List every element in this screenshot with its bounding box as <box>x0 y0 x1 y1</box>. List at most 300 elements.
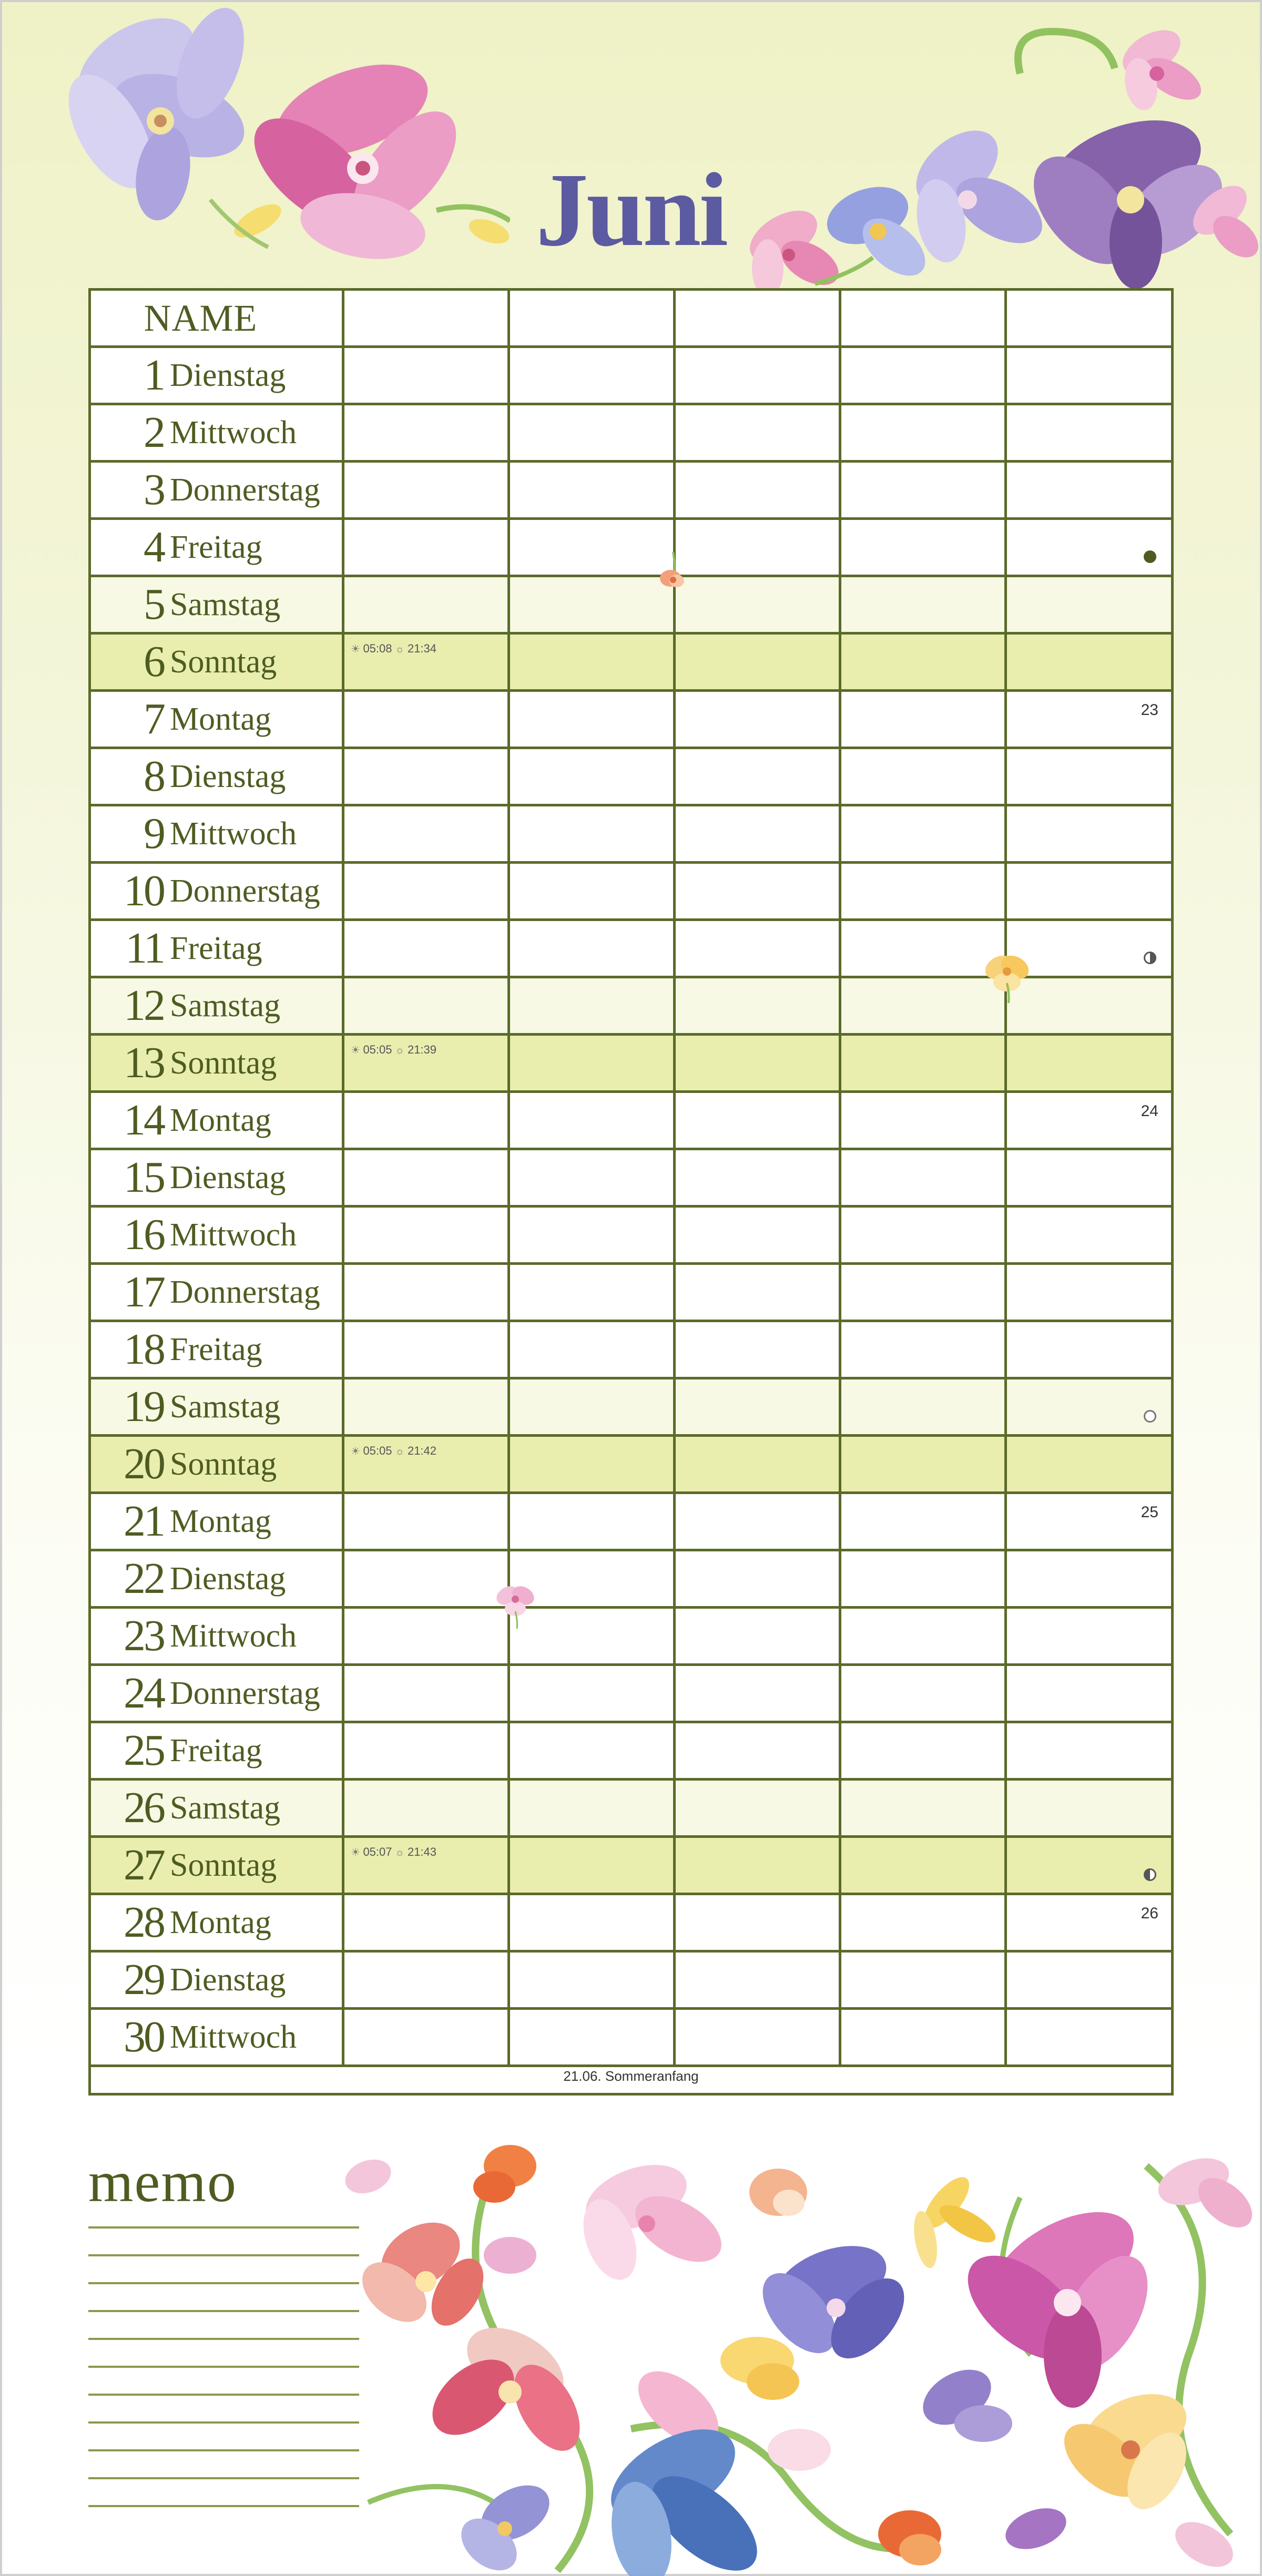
week-number: 23 <box>1141 701 1158 719</box>
weekday-name: Donnerstag <box>170 873 320 909</box>
entry-cell[interactable] <box>841 692 1007 747</box>
entry-cell[interactable] <box>510 1036 676 1090</box>
entry-cell[interactable] <box>676 749 841 804</box>
entry-cell[interactable] <box>841 1551 1007 1606</box>
entry-cell[interactable] <box>841 1666 1007 1721</box>
memo-line[interactable] <box>88 2310 359 2312</box>
day-row <box>91 1093 1171 1150</box>
weekday-name: Mittwoch <box>170 1618 297 1654</box>
entry-cell[interactable] <box>676 1036 841 1090</box>
entry-cell[interactable] <box>676 577 841 632</box>
entry-cell[interactable] <box>1007 405 1171 460</box>
day-number: 27 <box>124 1841 164 1889</box>
entry-cell[interactable] <box>676 1723 841 1778</box>
sunrise-icon: ☀ <box>350 1045 363 1056</box>
entry-cell[interactable] <box>344 2010 510 2064</box>
day-number: 13 <box>124 1038 164 1087</box>
orchid-illustration-bottom <box>337 2134 1262 2576</box>
weekday-name: Montag <box>170 701 271 737</box>
weekday-name: Montag <box>170 1102 271 1138</box>
entry-cell[interactable] <box>344 864 510 918</box>
footer-note: 21.06. Sommeranfang <box>563 2068 699 2084</box>
weekday-name: Samstag <box>170 1790 281 1826</box>
entry-cell[interactable] <box>676 921 841 976</box>
entry-cell[interactable] <box>841 749 1007 804</box>
entry-cell[interactable] <box>676 806 841 861</box>
entry-cell[interactable] <box>676 635 841 689</box>
entry-cell[interactable] <box>841 1379 1007 1434</box>
entry-cell[interactable] <box>510 405 676 460</box>
entry-cell[interactable] <box>510 864 676 918</box>
day-number: 24 <box>124 1669 164 1718</box>
day-row <box>91 1609 1171 1666</box>
entry-cell[interactable] <box>344 1838 510 1893</box>
weekday-name: Dienstag <box>170 1962 286 1998</box>
entry-cell[interactable] <box>344 749 510 804</box>
day-label-cell <box>91 1953 344 2007</box>
entry-cell[interactable] <box>510 1895 676 1950</box>
entry-cell[interactable] <box>344 1551 510 1606</box>
day-label-cell <box>91 1093 344 1148</box>
entry-cell[interactable] <box>1007 1666 1171 1721</box>
weekday-name: Donnerstag <box>170 472 320 508</box>
weekday-name: Samstag <box>170 587 281 622</box>
sunrise-time: 05:05 <box>363 1444 392 1457</box>
entry-cell[interactable] <box>841 1322 1007 1377</box>
entry-cell[interactable] <box>510 2010 676 2064</box>
moon-phase-half-last-icon <box>1144 1868 1156 1881</box>
sunset-icon: ☼ <box>392 643 408 655</box>
entry-cell[interactable] <box>344 1379 510 1434</box>
entry-cell[interactable] <box>510 1322 676 1377</box>
day-row <box>91 806 1171 864</box>
day-label-cell <box>91 1781 344 1835</box>
entry-cell[interactable] <box>344 1723 510 1778</box>
day-label-cell <box>91 348 344 403</box>
week-number: 24 <box>1141 1102 1158 1120</box>
entry-cell[interactable] <box>1007 692 1171 747</box>
weekday-name: Sonntag <box>170 1446 277 1482</box>
weekday-name: Dienstag <box>170 1160 286 1195</box>
entry-cell[interactable] <box>676 864 841 918</box>
day-label-cell <box>91 864 344 918</box>
entry-cell[interactable] <box>1007 1036 1171 1090</box>
entry-cell[interactable] <box>841 1609 1007 1663</box>
moon-phase-new-icon <box>1144 550 1156 563</box>
day-number: 19 <box>124 1382 164 1431</box>
day-number: 18 <box>124 1325 164 1374</box>
weekday-name: Sonntag <box>170 644 277 680</box>
entry-cell[interactable] <box>344 1208 510 1262</box>
day-row <box>91 1208 1171 1265</box>
entry-cell[interactable] <box>841 1723 1007 1778</box>
entry-cell[interactable] <box>1007 1953 1171 2007</box>
entry-cell[interactable] <box>676 1895 841 1950</box>
weekday-name: Donnerstag <box>170 1274 320 1310</box>
memo-line[interactable] <box>88 2338 359 2340</box>
entry-cell[interactable] <box>676 1666 841 1721</box>
entry-cell[interactable] <box>344 1265 510 1320</box>
entry-cell[interactable] <box>841 1036 1007 1090</box>
entry-cell[interactable] <box>344 635 510 689</box>
day-label-cell <box>91 1609 344 1663</box>
day-row <box>91 405 1171 463</box>
day-number: 25 <box>124 1726 164 1775</box>
weekday-name: Freitag <box>170 1332 262 1367</box>
day-label-cell <box>91 1437 344 1491</box>
entry-cell[interactable] <box>344 1437 510 1491</box>
day-number: 14 <box>124 1096 164 1144</box>
memo-line[interactable] <box>88 2282 359 2284</box>
entry-cell[interactable] <box>344 405 510 460</box>
entry-cell[interactable] <box>676 1838 841 1893</box>
day-label-cell <box>91 1895 344 1950</box>
entry-cell[interactable] <box>1007 1838 1171 1893</box>
weekday-name: Mittwoch <box>170 1217 297 1253</box>
entry-cell[interactable] <box>344 348 510 403</box>
person-column-header[interactable] <box>344 291 510 345</box>
weekday-name: Dienstag <box>170 1561 286 1597</box>
memo-line[interactable] <box>88 2449 359 2451</box>
entry-cell[interactable] <box>344 1036 510 1090</box>
entry-cell[interactable] <box>510 1093 676 1148</box>
day-label-cell <box>91 2010 344 2064</box>
day-number: 29 <box>124 1955 164 2004</box>
entry-cell[interactable] <box>344 1609 510 1663</box>
entry-cell[interactable] <box>510 577 676 632</box>
memo-line[interactable] <box>88 2366 359 2368</box>
entry-cell[interactable] <box>1007 1895 1171 1950</box>
entry-cell[interactable] <box>676 1379 841 1434</box>
day-row <box>91 348 1171 405</box>
week-number: 25 <box>1141 1504 1158 1521</box>
day-row <box>91 1494 1171 1551</box>
day-row <box>91 1953 1171 2010</box>
day-label-cell <box>91 1322 344 1377</box>
entry-cell[interactable] <box>344 692 510 747</box>
entry-cell[interactable] <box>510 921 676 976</box>
name-column-header <box>91 291 344 345</box>
entry-cell[interactable] <box>1007 1781 1171 1835</box>
entry-cell[interactable] <box>676 1437 841 1491</box>
entry-cell[interactable] <box>841 348 1007 403</box>
day-row <box>91 1666 1171 1723</box>
day-row <box>91 1551 1171 1609</box>
sunrise-time: 05:05 <box>363 1043 392 1056</box>
entry-cell[interactable] <box>676 405 841 460</box>
day-label-cell <box>91 577 344 632</box>
day-number: 10 <box>124 866 164 915</box>
day-label-cell <box>91 1494 344 1549</box>
entry-cell[interactable] <box>510 348 676 403</box>
day-number: 9 <box>144 809 164 858</box>
entry-cell[interactable] <box>344 1494 510 1549</box>
weekday-name: Sonntag <box>170 1045 277 1081</box>
entry-cell[interactable] <box>1007 2010 1171 2064</box>
entry-cell[interactable] <box>841 1494 1007 1549</box>
entry-cell[interactable] <box>841 1437 1007 1491</box>
moon-phase-half-first-icon <box>1144 952 1156 964</box>
day-label-cell <box>91 1265 344 1320</box>
entry-cell[interactable] <box>676 1265 841 1320</box>
day-number: 22 <box>124 1554 164 1603</box>
day-row <box>91 520 1171 577</box>
small-orange-flower-decoration <box>655 549 691 597</box>
sunrise-sunset-info <box>351 1444 436 1458</box>
small-pink-flower-decoration <box>492 1572 539 1630</box>
entry-cell[interactable] <box>841 2010 1007 2064</box>
weekday-name: Mittwoch <box>170 2019 297 2055</box>
day-row <box>91 577 1171 635</box>
day-label-cell <box>91 692 344 747</box>
weekday-name: Montag <box>170 1504 271 1539</box>
day-row <box>91 1379 1171 1437</box>
entry-cell[interactable] <box>344 1093 510 1148</box>
day-number: 20 <box>124 1439 164 1488</box>
entry-cell[interactable] <box>344 1781 510 1835</box>
entry-cell[interactable] <box>510 1150 676 1205</box>
entry-cell[interactable] <box>1007 348 1171 403</box>
calendar-header-row <box>91 291 1171 348</box>
day-number: 8 <box>144 752 164 801</box>
entry-cell[interactable] <box>510 1953 676 2007</box>
entry-cell[interactable] <box>841 463 1007 517</box>
entry-cell[interactable] <box>510 749 676 804</box>
day-number: 5 <box>144 580 164 629</box>
memo-line[interactable] <box>88 2421 359 2424</box>
weekday-name: Donnerstag <box>170 1675 320 1711</box>
month-title: Juni <box>535 152 727 268</box>
orchid-illustration-top-right <box>736 11 1262 305</box>
entry-cell[interactable] <box>676 1494 841 1549</box>
day-label-cell <box>91 1036 344 1090</box>
day-row <box>91 692 1171 749</box>
weekday-name: Dienstag <box>170 357 286 393</box>
day-number: 17 <box>124 1267 164 1316</box>
entry-cell[interactable] <box>510 1723 676 1778</box>
sunrise-icon: ☀ <box>350 643 363 655</box>
day-label-cell <box>91 1379 344 1434</box>
day-number: 15 <box>124 1153 164 1202</box>
entry-cell[interactable] <box>510 1666 676 1721</box>
entry-cell[interactable] <box>841 1895 1007 1950</box>
day-row <box>91 1781 1171 1838</box>
entry-cell[interactable] <box>510 1437 676 1491</box>
sunrise-sunset-info <box>351 1043 436 1057</box>
day-number: 23 <box>124 1611 164 1660</box>
person-column-header[interactable] <box>676 291 841 345</box>
sunset-icon: ☼ <box>392 1446 408 1457</box>
sunset-icon: ☼ <box>392 1045 408 1056</box>
entry-cell[interactable] <box>1007 1494 1171 1549</box>
day-number: 21 <box>124 1497 164 1546</box>
weekday-name: Samstag <box>170 988 281 1024</box>
day-label-cell <box>91 635 344 689</box>
entry-cell[interactable] <box>510 520 676 575</box>
entry-cell[interactable] <box>676 1551 841 1606</box>
entry-cell[interactable] <box>1007 749 1171 804</box>
entry-cell[interactable] <box>510 978 676 1033</box>
day-label-cell <box>91 405 344 460</box>
entry-cell[interactable] <box>1007 1551 1171 1606</box>
memo-line[interactable] <box>88 2226 359 2229</box>
day-label-cell <box>91 978 344 1033</box>
memo-line[interactable] <box>88 2254 359 2256</box>
day-row <box>91 1437 1171 1494</box>
entry-cell[interactable] <box>676 463 841 517</box>
moon-phase-full-icon <box>1144 1410 1156 1423</box>
day-row <box>91 1895 1171 1953</box>
entry-cell[interactable] <box>841 1093 1007 1148</box>
entry-cell[interactable] <box>841 1953 1007 2007</box>
entry-cell[interactable] <box>1007 1150 1171 1205</box>
day-number: 30 <box>124 2012 164 2061</box>
entry-cell[interactable] <box>841 1838 1007 1893</box>
entry-cell[interactable] <box>344 806 510 861</box>
person-column-header[interactable] <box>1007 291 1171 345</box>
entry-cell[interactable] <box>510 1208 676 1262</box>
entry-cell[interactable] <box>1007 1208 1171 1262</box>
day-row <box>91 1322 1171 1379</box>
day-row <box>91 2010 1171 2067</box>
entry-cell[interactable] <box>1007 1723 1171 1778</box>
orchid-illustration-top-left <box>37 0 510 284</box>
day-row <box>91 864 1171 921</box>
memo-line[interactable] <box>88 2505 359 2507</box>
entry-cell[interactable] <box>344 1953 510 2007</box>
entry-cell[interactable] <box>676 1609 841 1663</box>
entry-cell[interactable] <box>510 1781 676 1835</box>
day-label-cell <box>91 463 344 517</box>
week-number: 26 <box>1141 1905 1158 1922</box>
sunset-time: 21:43 <box>407 1845 437 1858</box>
entry-cell[interactable] <box>1007 463 1171 517</box>
entry-cell[interactable] <box>676 1781 841 1835</box>
person-column-header[interactable] <box>510 291 676 345</box>
day-row <box>91 1838 1171 1895</box>
entry-cell[interactable] <box>841 1265 1007 1320</box>
entry-cell[interactable] <box>344 978 510 1033</box>
entry-cell[interactable] <box>676 1093 841 1148</box>
entry-cell[interactable] <box>1007 635 1171 689</box>
day-label-cell <box>91 1723 344 1778</box>
entry-cell[interactable] <box>1007 1265 1171 1320</box>
weekday-name: Freitag <box>170 931 262 966</box>
entry-cell[interactable] <box>676 692 841 747</box>
entry-cell[interactable] <box>841 1150 1007 1205</box>
weekday-name: Freitag <box>170 1733 262 1769</box>
day-row <box>91 749 1171 806</box>
entry-cell[interactable] <box>676 1208 841 1262</box>
day-number: 6 <box>144 637 164 686</box>
day-label-cell <box>91 1666 344 1721</box>
entry-cell[interactable] <box>510 1265 676 1320</box>
entry-cell[interactable] <box>510 463 676 517</box>
person-column-header[interactable] <box>841 291 1007 345</box>
day-number: 3 <box>144 465 164 514</box>
entry-cell[interactable] <box>676 1322 841 1377</box>
entry-cell[interactable] <box>344 921 510 976</box>
sunrise-time: 05:07 <box>363 1845 392 1858</box>
day-number: 2 <box>144 408 164 457</box>
entry-cell[interactable] <box>676 978 841 1033</box>
weekday-name: Montag <box>170 1905 271 1940</box>
entry-cell[interactable] <box>344 1895 510 1950</box>
entry-cell[interactable] <box>1007 806 1171 861</box>
day-label-cell <box>91 749 344 804</box>
entry-cell[interactable] <box>1007 864 1171 918</box>
entry-cell[interactable] <box>1007 577 1171 632</box>
entry-cell[interactable] <box>676 520 841 575</box>
entry-cell[interactable] <box>510 692 676 747</box>
entry-cell[interactable] <box>1007 1437 1171 1491</box>
entry-cell[interactable] <box>1007 1379 1171 1434</box>
entry-cell[interactable] <box>344 463 510 517</box>
day-label-cell <box>91 520 344 575</box>
weekday-name: Sonntag <box>170 1847 277 1883</box>
day-row <box>91 1723 1171 1781</box>
sunrise-sunset-info <box>351 1845 436 1859</box>
entry-cell[interactable] <box>344 1150 510 1205</box>
weekday-name: Dienstag <box>170 759 286 794</box>
entry-cell[interactable] <box>510 635 676 689</box>
day-number: 1 <box>144 351 164 400</box>
entry-cell[interactable] <box>344 1322 510 1377</box>
entry-cell[interactable] <box>344 1666 510 1721</box>
sunrise-time: 05:08 <box>363 642 392 655</box>
entry-cell[interactable] <box>510 1494 676 1549</box>
day-number: 7 <box>144 694 164 743</box>
entry-cell[interactable] <box>841 806 1007 861</box>
entry-cell[interactable] <box>841 405 1007 460</box>
sunrise-icon: ☀ <box>350 1446 363 1457</box>
entry-cell[interactable] <box>1007 1093 1171 1148</box>
day-number: 12 <box>124 981 164 1030</box>
entry-cell[interactable] <box>841 864 1007 918</box>
entry-cell[interactable] <box>841 1781 1007 1835</box>
entry-cell[interactable] <box>344 577 510 632</box>
day-number: 26 <box>124 1783 164 1832</box>
entry-cell[interactable] <box>676 1150 841 1205</box>
entry-cell[interactable] <box>510 1379 676 1434</box>
day-label-cell <box>91 1838 344 1893</box>
sunset-time: 21:34 <box>407 642 437 655</box>
entry-cell[interactable] <box>510 806 676 861</box>
entry-cell[interactable] <box>510 1838 676 1893</box>
sunrise-sunset-info <box>351 642 436 656</box>
entry-cell[interactable] <box>1007 1322 1171 1377</box>
weekday-name: Mittwoch <box>170 816 297 852</box>
day-label-cell <box>91 1150 344 1205</box>
entry-cell[interactable] <box>841 520 1007 575</box>
entry-cell[interactable] <box>841 1208 1007 1262</box>
day-row <box>91 1036 1171 1093</box>
memo-line[interactable] <box>88 2394 359 2396</box>
entry-cell[interactable] <box>676 2010 841 2064</box>
day-number: 28 <box>124 1898 164 1947</box>
entry-cell[interactable] <box>676 1953 841 2007</box>
entry-cell[interactable] <box>841 577 1007 632</box>
memo-line[interactable] <box>88 2477 359 2479</box>
entry-cell[interactable] <box>344 520 510 575</box>
entry-cell[interactable] <box>841 635 1007 689</box>
sunrise-icon: ☀ <box>350 1847 363 1858</box>
entry-cell[interactable] <box>1007 1609 1171 1663</box>
entry-cell[interactable] <box>676 348 841 403</box>
entry-cell[interactable] <box>1007 520 1171 575</box>
sunset-time: 21:42 <box>407 1444 437 1457</box>
day-number: 11 <box>125 924 164 973</box>
